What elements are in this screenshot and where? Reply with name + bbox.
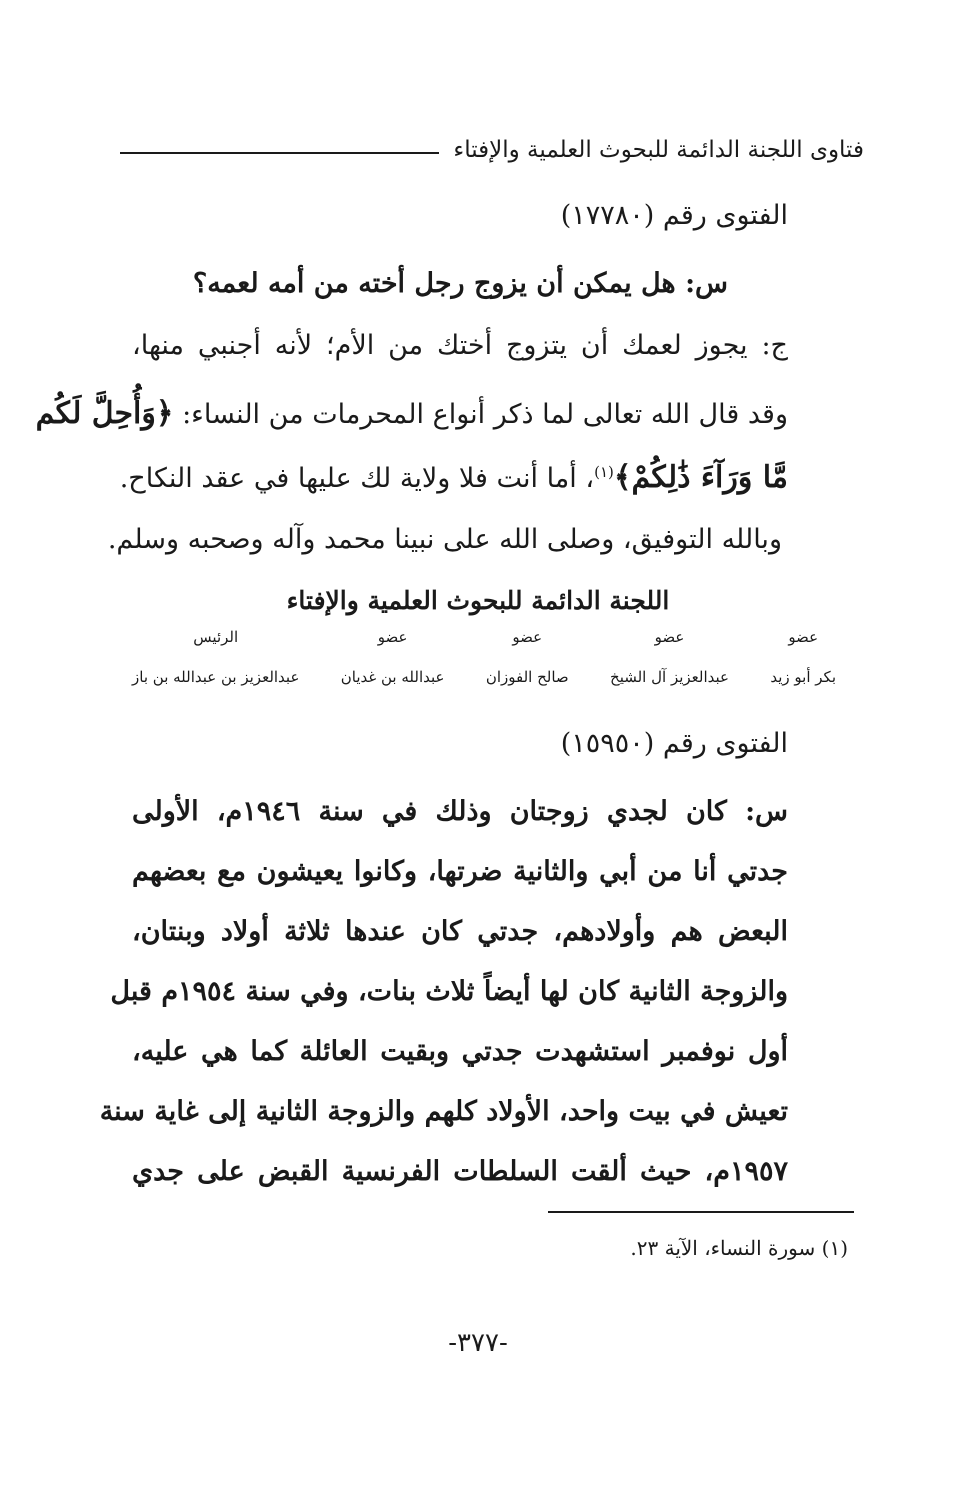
signatory-name: بكر أبو زيد xyxy=(770,668,836,686)
answer-line: ج: يجوز لعمك أن يتزوج أختك من الأم؛ لأنه أجنبي منها، xyxy=(132,330,788,361)
signatory xyxy=(486,628,569,686)
signatory-role: عضو xyxy=(377,628,408,646)
signatory-name: عبدالعزيز آل الشيخ xyxy=(610,668,729,686)
signatory xyxy=(341,628,445,686)
header-title: فتاوى اللجنة الدائمة للبحوث العلمية والإفتاء xyxy=(453,137,864,163)
footnote: (١) سورة النساء، الآية ٢٣. xyxy=(630,1236,848,1260)
closing-line: وبالله التوفيق، وصلى الله على نبينا محمد وآله وصحبه وسلم. xyxy=(107,524,782,555)
signatory-role: عضو xyxy=(654,628,685,646)
signatory xyxy=(770,628,836,686)
question-line: البعض هم وأولادهم، جدتي كان عندها ثلاثة أولاد وبنتان، xyxy=(132,916,788,947)
signatory-name: عبدالعزيز بن عبدالله بن باز xyxy=(132,668,300,686)
quran-verse: مَّا وَرَآءَ ذَٰلِكُمْ﴾ xyxy=(613,460,788,495)
signatory-name: عبدالله بن غديان xyxy=(340,668,445,686)
signatory-name: صالح الفوزان xyxy=(485,668,569,686)
question-line: تعيش في بيت واحد، الأولاد كلهم والزوجة الثانية إلى غاية سنة xyxy=(99,1096,788,1127)
answer-text: وقد قال الله تعالى لما ذكر أنواع المحرمات من النساء: xyxy=(182,399,788,430)
question-line: جدتي أنا من أبي والثانية ضرتها، وكانوا يعيشون مع بعضهم xyxy=(132,856,788,887)
committee-name: اللجنة الدائمة للبحوث العلمية والإفتاء xyxy=(286,586,670,615)
header-rule xyxy=(120,152,439,154)
signatory-role: عضو xyxy=(788,628,819,646)
signatory-role: عضو xyxy=(512,628,543,646)
fatwa-question: س: هل يمكن أن يزوج رجل أخته من أمه لعمه؟ xyxy=(192,268,728,299)
quran-verse: ﴿وَأُحِلَّ لَكُم xyxy=(35,396,174,431)
footnote-ref: (١) xyxy=(594,463,614,481)
signatory-role: الرئيس xyxy=(193,628,239,646)
signatory xyxy=(610,628,729,686)
fatwa-number: الفتوى رقم (١٧٧٨٠) xyxy=(560,200,788,231)
page-number: -٣٧٧- xyxy=(448,1328,508,1358)
question-line: أول نوفمبر استشهدت جدتي وبقيت العائلة كما هي عليه، xyxy=(132,1036,788,1067)
question-line: س: كان لجدي زوجتان وذلك في سنة ١٩٤٦م، الأولى xyxy=(132,796,788,827)
fatwa-number: الفتوى رقم (١٥٩٥٠) xyxy=(560,728,788,759)
answer-text: ، أما أنت فلا ولاية لك عليها في عقد النكاح. xyxy=(119,463,595,494)
question-line: والزوجة الثانية كان لها أيضاً ثلاث بنات، وفي سنة ١٩٥٤م قبل xyxy=(110,976,788,1007)
signatories xyxy=(132,628,836,686)
question-line: ١٩٥٧م، حيث ألقت السلطات الفرنسية القبض على جدي xyxy=(132,1156,788,1187)
running-header xyxy=(120,128,864,172)
answer-line xyxy=(119,460,788,495)
answer-line xyxy=(35,396,788,431)
footnote-rule xyxy=(548,1211,854,1213)
signatory xyxy=(132,628,299,686)
